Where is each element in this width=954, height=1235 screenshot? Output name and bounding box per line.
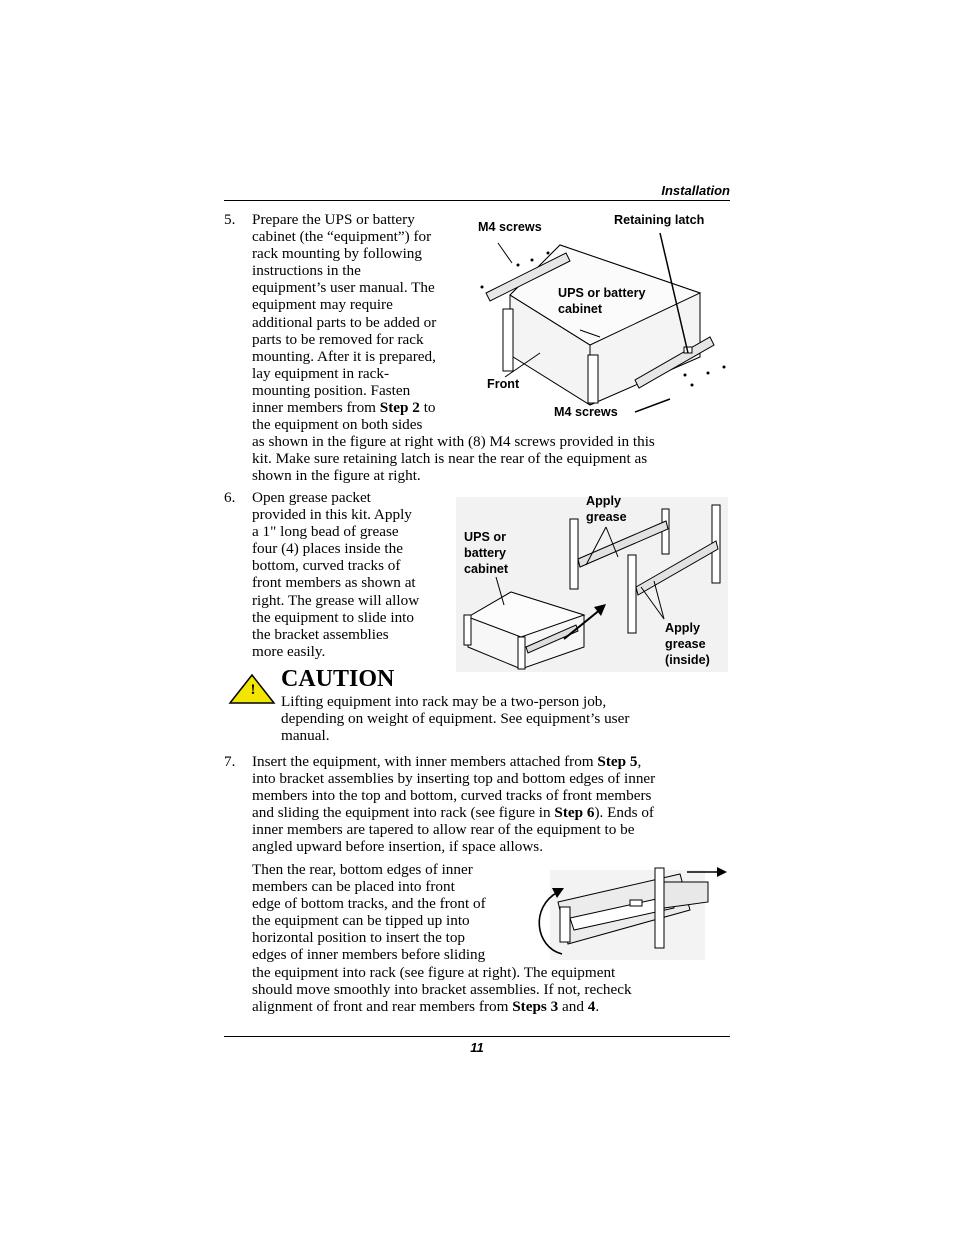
step-5-line: as shown in the figure at right with (8) M4 screws provided in this xyxy=(252,433,655,451)
running-header: Installation xyxy=(661,183,730,198)
text: Apply xyxy=(665,621,700,635)
step-6-line: more easily. xyxy=(252,642,326,660)
step-7-line: members can be placed into front xyxy=(252,878,455,896)
footer-rule xyxy=(224,1036,730,1037)
step-7-line: edges of inner members before sliding xyxy=(252,946,486,964)
text: and xyxy=(558,997,588,1015)
text: grease xyxy=(586,510,627,524)
m4-screws-label-top: M4 screws xyxy=(478,220,542,234)
step-6-line: four (4) places inside the xyxy=(252,540,403,558)
step-7-line: the equipment into rack (see figure at right). The equipment xyxy=(252,963,616,981)
step-reference: Step 2 xyxy=(379,399,420,417)
step-7-line: angled upward before insertion, if space allows. xyxy=(252,838,543,856)
step-reference: Step 5 xyxy=(597,753,638,770)
retaining-latch-label: Retaining latch xyxy=(614,213,705,227)
step-5-line: the equipment on both sides xyxy=(252,416,423,434)
caution-line: manual. xyxy=(281,727,330,745)
text: to xyxy=(419,399,436,417)
step-7-line: edge of bottom tracks, and the front of xyxy=(252,895,486,913)
step-5-line: mounting. After it is prepared, xyxy=(252,347,436,365)
text: cabinet xyxy=(464,562,509,576)
cabinet-label-2 xyxy=(464,529,508,577)
caution-title: CAUTION xyxy=(281,666,395,692)
step-5-line: rack mounting by following xyxy=(252,245,422,263)
step-5-line: Prepare the UPS or battery xyxy=(252,211,415,228)
step-7-line: should move smoothly into bracket assemblies. If not, recheck xyxy=(252,980,632,998)
step-7-line xyxy=(252,804,732,821)
step-5-line: instructions in the xyxy=(252,262,361,280)
step-5-line: parts to be removed for rack xyxy=(252,330,424,348)
step-6-line: bottom, curved tracks of xyxy=(252,557,401,575)
front-label: Front xyxy=(487,377,520,391)
page-number: 11 xyxy=(470,1040,484,1055)
text: ). Ends of xyxy=(594,804,654,822)
step-6-line: provided in this kit. Apply xyxy=(252,506,412,524)
step-5-line: cabinet (the “equipment”) for xyxy=(252,228,432,246)
step-reference: Step 6 xyxy=(554,804,595,822)
step-7-line: members into the top and bottom, curved tracks of front members xyxy=(252,787,652,805)
cabinet-label xyxy=(558,285,645,317)
text: alignment of front and rear members from xyxy=(252,997,513,1015)
warning-exclamation: ! xyxy=(250,682,256,698)
step-6-line: front members as shown at xyxy=(252,574,416,592)
step-6-text xyxy=(252,489,462,660)
step-7-line: the equipment can be tipped up into xyxy=(252,912,470,930)
caution-line: depending on weight of equipment. See equipment’s user xyxy=(281,710,630,728)
step-7-number: 7. xyxy=(224,753,236,770)
step-5-line: equipment may require xyxy=(252,296,393,314)
apply-grease-inside-label xyxy=(665,620,710,668)
step-6-line: Open grease packet xyxy=(252,489,371,506)
caution-text xyxy=(281,693,721,744)
step-6-line: the bracket assemblies xyxy=(252,625,389,643)
header-rule xyxy=(224,200,730,201)
step-7-line: inner members are tapered to allow rear of the equipment to be xyxy=(252,821,635,839)
step-5-line: equipment’s user manual. The xyxy=(252,279,435,297)
text: grease xyxy=(665,637,706,651)
caution-line: Lifting equipment into rack may be a two-person job, xyxy=(281,693,607,710)
step-5-line: lay equipment in rack- xyxy=(252,364,390,382)
text: (inside) xyxy=(665,653,710,667)
step-reference: Steps 3 xyxy=(512,997,559,1015)
step-6-line: right. The grease will allow xyxy=(252,591,420,609)
step-6-line: the equipment to slide into xyxy=(252,608,414,626)
step-6-number: 6. xyxy=(224,489,236,506)
text: inner members from xyxy=(252,399,380,417)
step-7-line: horizontal position to insert the top xyxy=(252,929,466,947)
step-5-line: kit. Make sure retaining latch is near the rear of the equipment as xyxy=(252,450,648,468)
step-7-line: Then the rear, bottom edges of inner xyxy=(252,861,473,878)
step-6-line: a 1" long bead of grease xyxy=(252,523,399,541)
text: . xyxy=(595,997,600,1015)
step-5-line: mounting position. Fasten xyxy=(252,381,411,399)
step-5-line: shown in the figure at right. xyxy=(252,467,421,485)
text: Insert the equipment, with inner members attached from xyxy=(252,753,598,770)
step-7-line: into bracket assemblies by inserting top and bottom edges of inner xyxy=(252,770,656,788)
figure-inner-members xyxy=(470,205,735,435)
text: UPS or xyxy=(464,530,506,544)
text: , xyxy=(637,753,642,770)
step-7-line xyxy=(252,998,732,1015)
text: and sliding the equipment into rack (see figure in xyxy=(252,804,555,822)
step-7-line xyxy=(252,753,732,770)
step-5-number: 5. xyxy=(224,211,236,228)
text: cabinet xyxy=(558,302,603,316)
text: UPS or battery xyxy=(558,286,646,300)
text: Apply xyxy=(586,494,621,508)
text: battery xyxy=(464,546,506,560)
step-reference: 4 xyxy=(587,997,596,1015)
step-5-line: additional parts to be added or xyxy=(252,313,437,331)
figure-tilt-insert xyxy=(530,862,730,962)
apply-grease-top-label xyxy=(586,493,627,525)
step-7-text-a xyxy=(252,753,732,856)
m4-screws-label-bottom: M4 screws xyxy=(554,405,618,419)
